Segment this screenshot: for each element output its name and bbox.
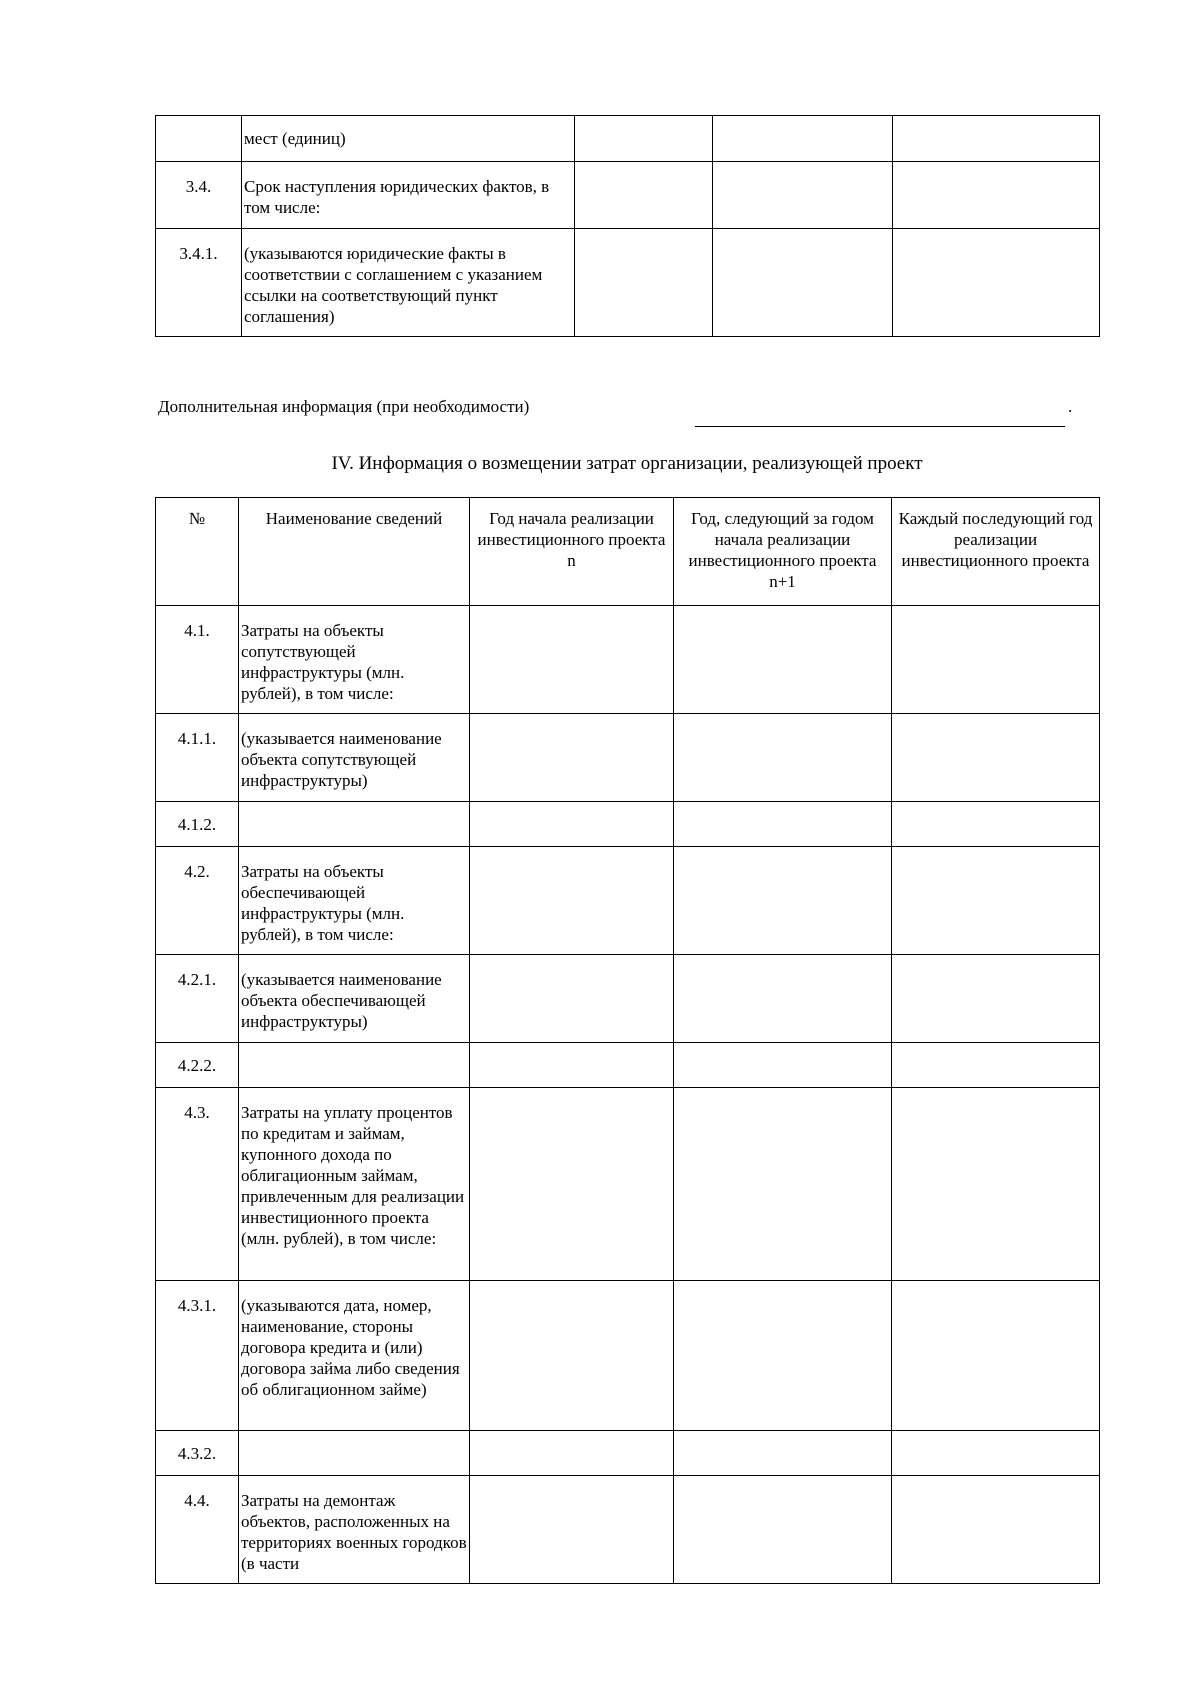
row-name: мест (единиц) [242, 116, 575, 162]
value-cell [892, 1476, 1100, 1584]
value-cell [674, 606, 892, 714]
value-cell [470, 1088, 674, 1281]
row-number: 4.2.2. [156, 1043, 239, 1088]
header-number: № [156, 498, 239, 606]
value-cell [713, 116, 893, 162]
table-row [156, 1043, 1100, 1088]
row-name: Затраты на демонтаж объектов, расположенных на территориях военных городков (в части [239, 1476, 470, 1584]
value-cell [892, 1281, 1100, 1431]
row-name [239, 1043, 470, 1088]
row-number: 3.4.1. [156, 229, 242, 337]
table-row [156, 116, 1100, 162]
header-name: Наименование сведений [239, 498, 470, 606]
value-cell [674, 714, 892, 802]
table-row [156, 1281, 1100, 1431]
row-name: Затраты на объекты обеспечивающей инфраструктуры (млн. рублей), в том числе: [239, 847, 470, 955]
row-number: 4.3. [156, 1088, 239, 1281]
row-number: 4.3.2. [156, 1431, 239, 1476]
value-cell [470, 1476, 674, 1584]
value-cell [893, 229, 1100, 337]
row-number: 4.1.1. [156, 714, 239, 802]
value-cell [674, 1088, 892, 1281]
row-name: (указывается наименование объекта сопутствующей инфраструктуры) [239, 714, 470, 802]
value-cell [674, 955, 892, 1043]
value-cell [674, 847, 892, 955]
header-year-n1: Год, следующий за годом начала реализации инвестиционного проекта n+1 [674, 498, 892, 606]
table-row [156, 847, 1100, 955]
header-year-n: Год начала реализации инвестиционного проекта n [470, 498, 674, 606]
row-name: Срок наступления юридических фактов, в том числе: [242, 162, 575, 229]
table-row [156, 1088, 1100, 1281]
value-cell [470, 847, 674, 955]
value-cell [892, 847, 1100, 955]
value-cell [575, 116, 713, 162]
value-cell [575, 229, 713, 337]
value-cell [674, 1281, 892, 1431]
row-number: 4.2.1. [156, 955, 239, 1043]
row-number: 4.3.1. [156, 1281, 239, 1431]
table-row [156, 229, 1100, 337]
value-cell [674, 1476, 892, 1584]
value-cell [893, 162, 1100, 229]
value-cell [892, 714, 1100, 802]
row-number [156, 116, 242, 162]
value-cell [892, 802, 1100, 847]
cost-reimbursement-table [155, 497, 1100, 1584]
value-cell [470, 802, 674, 847]
value-cell [893, 116, 1100, 162]
value-cell [674, 1043, 892, 1088]
header-year-next: Каждый последующий год реализации инвестиционного проекта [892, 498, 1100, 606]
table-row [156, 162, 1100, 229]
row-number: 4.1.2. [156, 802, 239, 847]
row-name: Затраты на уплату процентов по кредитам и займам, купонного дохода по облигационным займам, привлеченным для реализации инвестиционного проекта (млн. рублей), в том числе: [239, 1088, 470, 1281]
additional-info-label: Дополнительная информация (при необходимости) [158, 397, 530, 416]
table-row [156, 1431, 1100, 1476]
value-cell [713, 229, 893, 337]
row-name: (указывается наименование объекта обеспечивающей инфраструктуры) [239, 955, 470, 1043]
value-cell [470, 1281, 674, 1431]
table-row [156, 955, 1100, 1043]
row-name: (указываются юридические факты в соответствии с соглашением с указанием ссылки на соответствующий пункт соглашения) [242, 229, 575, 337]
value-cell [713, 162, 893, 229]
value-cell [470, 1431, 674, 1476]
table-row [156, 606, 1100, 714]
row-name: Затраты на объекты сопутствующей инфраструктуры (млн. рублей), в том числе: [239, 606, 470, 714]
value-cell [575, 162, 713, 229]
row-name: (указываются дата, номер, наименование, стороны договора кредита и (или) договора займа либо сведения об облигационном займе) [239, 1281, 470, 1431]
row-name [239, 1431, 470, 1476]
table-row [156, 1476, 1100, 1584]
value-cell [892, 1043, 1100, 1088]
value-cell [470, 1043, 674, 1088]
value-cell [892, 606, 1100, 714]
additional-info-blank-line [695, 426, 1065, 427]
table-continuation [155, 115, 1100, 337]
value-cell [892, 955, 1100, 1043]
table-header-row [156, 498, 1100, 606]
row-number: 4.1. [156, 606, 239, 714]
value-cell [892, 1431, 1100, 1476]
value-cell [470, 714, 674, 802]
row-number: 4.4. [156, 1476, 239, 1584]
table-row [156, 714, 1100, 802]
value-cell [674, 1431, 892, 1476]
value-cell [470, 606, 674, 714]
section-title: IV. Информация о возмещении затрат организации, реализующей проект [331, 453, 923, 474]
table-row [156, 802, 1100, 847]
additional-info-dot: . [1068, 397, 1073, 416]
row-name [239, 802, 470, 847]
value-cell [674, 802, 892, 847]
row-number: 3.4. [156, 162, 242, 229]
row-number: 4.2. [156, 847, 239, 955]
value-cell [470, 955, 674, 1043]
value-cell [892, 1088, 1100, 1281]
